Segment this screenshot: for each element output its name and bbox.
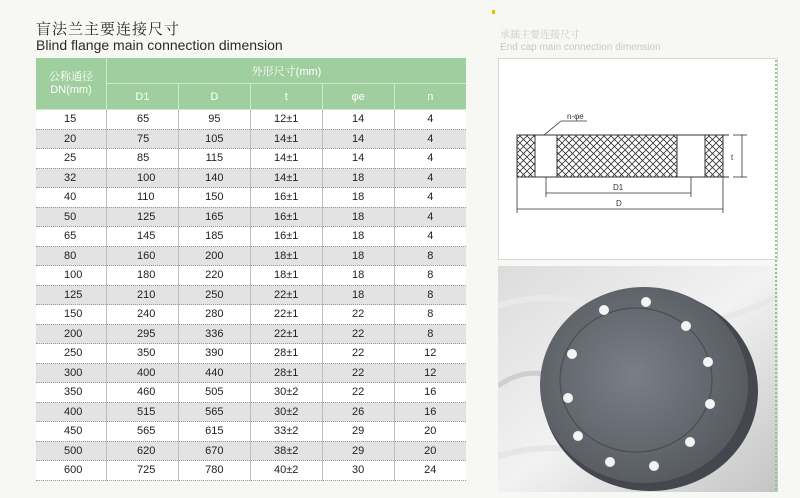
table-cell: 160 — [107, 246, 179, 266]
table-cell: 460 — [107, 383, 179, 403]
header-phi-e: φe — [322, 84, 394, 110]
table-cell: 250 — [178, 285, 250, 305]
table-cell: 65 — [36, 227, 107, 247]
table-cell: 125 — [107, 207, 179, 227]
table-cell: 125 — [36, 285, 107, 305]
table-cell: 28±1 — [250, 344, 322, 364]
table-cell: 220 — [178, 266, 250, 286]
page-title-en: Blind flange main connection dimension — [36, 37, 283, 53]
table-cell: 600 — [36, 461, 107, 481]
table-row — [36, 324, 466, 344]
table-cell: 18 — [322, 285, 394, 305]
table-cell: 16±1 — [250, 227, 322, 247]
header-n: n — [394, 84, 466, 110]
table-cell: 8 — [394, 324, 466, 344]
table-cell: 14 — [322, 110, 394, 130]
table-cell: 14±1 — [250, 149, 322, 169]
table-cell: 4 — [394, 110, 466, 130]
table-row — [36, 188, 466, 208]
table-cell: 32 — [36, 168, 107, 188]
table-row — [36, 266, 466, 286]
table-cell: 12±1 — [250, 110, 322, 130]
header-group: 外形尺寸(mm) — [107, 58, 467, 84]
d1-label: D1 — [613, 183, 624, 192]
table-cell: 620 — [107, 441, 179, 461]
table-cell: 4 — [394, 227, 466, 247]
table-cell: 8 — [394, 266, 466, 286]
faded-caption — [500, 30, 775, 54]
table-cell: 8 — [394, 285, 466, 305]
table-cell: 18 — [322, 266, 394, 286]
table-cell: 16 — [394, 402, 466, 422]
technical-drawing-panel — [498, 58, 778, 260]
product-photo — [498, 266, 778, 492]
table-cell: 18 — [322, 168, 394, 188]
table-cell: 100 — [107, 168, 179, 188]
table-cell: 725 — [107, 461, 179, 481]
table-row — [36, 110, 466, 130]
decorative-green-line — [775, 60, 779, 490]
table-cell: 95 — [178, 110, 250, 130]
table-row — [36, 129, 466, 149]
table-cell: 8 — [394, 246, 466, 266]
table-cell: 450 — [36, 422, 107, 442]
table-row — [36, 285, 466, 305]
table-cell: 180 — [107, 266, 179, 286]
table-cell: 14 — [322, 149, 394, 169]
hole-leader-diag — [544, 121, 561, 135]
page-title-cn: 盲法兰主要连接尺寸 — [36, 21, 181, 38]
table-cell: 140 — [178, 168, 250, 188]
table-cell: 670 — [178, 441, 250, 461]
table-cell: 40±2 — [250, 461, 322, 481]
right-bolt-hole — [677, 135, 705, 177]
table-cell: 105 — [178, 129, 250, 149]
table-cell: 28±1 — [250, 363, 322, 383]
table-cell: 145 — [107, 227, 179, 247]
table-cell: 75 — [107, 129, 179, 149]
table-cell: 250 — [36, 344, 107, 364]
table-cell: 18±1 — [250, 246, 322, 266]
table-cell: 565 — [178, 402, 250, 422]
table-cell: 200 — [178, 246, 250, 266]
table-cell: 29 — [322, 422, 394, 442]
center-hatch — [557, 135, 677, 177]
table-cell: 240 — [107, 305, 179, 325]
table-cell: 50 — [36, 207, 107, 227]
table-cell: 14 — [322, 129, 394, 149]
table-cell: 14±1 — [250, 129, 322, 149]
table-cell: 8 — [394, 305, 466, 325]
table-cell: 110 — [107, 188, 179, 208]
table-cell: 30 — [322, 461, 394, 481]
flange-drawing — [499, 59, 777, 259]
table-row — [36, 422, 466, 442]
table-cell: 18 — [322, 207, 394, 227]
table-cell: 280 — [178, 305, 250, 325]
table-cell: 390 — [178, 344, 250, 364]
table-row — [36, 305, 466, 325]
t-label: t — [731, 153, 734, 162]
table-cell: 18 — [322, 246, 394, 266]
table-cell: 22 — [322, 305, 394, 325]
table-row — [36, 441, 466, 461]
table-cell: 85 — [107, 149, 179, 169]
table-cell: 150 — [36, 305, 107, 325]
yellow-mark — [492, 10, 495, 14]
table-cell: 16±1 — [250, 188, 322, 208]
table-row — [36, 227, 466, 247]
dimension-table — [36, 58, 466, 481]
dimension-table-container — [36, 58, 466, 481]
right-hatch — [705, 135, 723, 177]
table-cell: 22±1 — [250, 305, 322, 325]
table-cell: 400 — [36, 402, 107, 422]
table-cell: 350 — [36, 383, 107, 403]
table-cell: 515 — [107, 402, 179, 422]
table-cell: 615 — [178, 422, 250, 442]
table-cell: 400 — [107, 363, 179, 383]
table-cell: 22 — [322, 344, 394, 364]
table-cell: 336 — [178, 324, 250, 344]
table-cell: 30±2 — [250, 383, 322, 403]
table-cell: 25 — [36, 149, 107, 169]
flange-face — [540, 287, 748, 483]
table-cell: 22 — [322, 363, 394, 383]
header-dn: 公称通径 DN(mm) — [36, 58, 107, 110]
header-t: t — [250, 84, 322, 110]
table-cell: 14±1 — [250, 168, 322, 188]
table-row — [36, 168, 466, 188]
table-row — [36, 246, 466, 266]
table-cell: 4 — [394, 168, 466, 188]
faded-caption-cn: 承插主要连接尺寸 — [500, 30, 580, 41]
table-cell: 4 — [394, 149, 466, 169]
table-cell: 18 — [322, 188, 394, 208]
table-row — [36, 149, 466, 169]
table-row — [36, 363, 466, 383]
table-cell: 150 — [178, 188, 250, 208]
table-cell: 29 — [322, 441, 394, 461]
hole-label: n-φe — [567, 112, 584, 121]
table-cell: 115 — [178, 149, 250, 169]
table-cell: 26 — [322, 402, 394, 422]
table-cell: 200 — [36, 324, 107, 344]
table-cell: 4 — [394, 207, 466, 227]
table-cell: 12 — [394, 363, 466, 383]
table-cell: 350 — [107, 344, 179, 364]
table-cell: 80 — [36, 246, 107, 266]
table-cell: 440 — [178, 363, 250, 383]
table-cell: 15 — [36, 110, 107, 130]
table-cell: 16±1 — [250, 207, 322, 227]
table-cell: 22 — [322, 324, 394, 344]
table-cell: 500 — [36, 441, 107, 461]
d-label: D — [616, 199, 622, 208]
table-cell: 4 — [394, 129, 466, 149]
table-cell: 20 — [394, 441, 466, 461]
table-cell: 165 — [178, 207, 250, 227]
table-cell: 22±1 — [250, 324, 322, 344]
table-row — [36, 344, 466, 364]
table-row — [36, 402, 466, 422]
table-cell: 18 — [322, 227, 394, 247]
table-body — [36, 110, 466, 481]
table-cell: 30±2 — [250, 402, 322, 422]
table-cell: 565 — [107, 422, 179, 442]
table-cell: 20 — [394, 422, 466, 442]
table-cell: 38±2 — [250, 441, 322, 461]
faded-caption-en: End cap main connection dimension — [500, 42, 661, 53]
table-cell: 22 — [322, 383, 394, 403]
table-row — [36, 383, 466, 403]
table-cell: 185 — [178, 227, 250, 247]
header-d1: D1 — [107, 84, 179, 110]
left-bolt-hole — [535, 135, 557, 177]
table-cell: 295 — [107, 324, 179, 344]
table-cell: 22±1 — [250, 285, 322, 305]
table-cell: 300 — [36, 363, 107, 383]
table-cell: 12 — [394, 344, 466, 364]
table-cell: 210 — [107, 285, 179, 305]
table-cell: 40 — [36, 188, 107, 208]
table-cell: 65 — [107, 110, 179, 130]
flange-photo — [498, 266, 778, 492]
table-cell: 16 — [394, 383, 466, 403]
table-cell: 24 — [394, 461, 466, 481]
table-cell: 780 — [178, 461, 250, 481]
table-cell: 33±2 — [250, 422, 322, 442]
table-cell: 18±1 — [250, 266, 322, 286]
table-row — [36, 461, 466, 481]
table-cell: 20 — [36, 129, 107, 149]
left-hatch — [517, 135, 535, 177]
table-cell: 4 — [394, 188, 466, 208]
table-row — [36, 207, 466, 227]
header-d: D — [178, 84, 250, 110]
table-cell: 505 — [178, 383, 250, 403]
table-cell: 100 — [36, 266, 107, 286]
